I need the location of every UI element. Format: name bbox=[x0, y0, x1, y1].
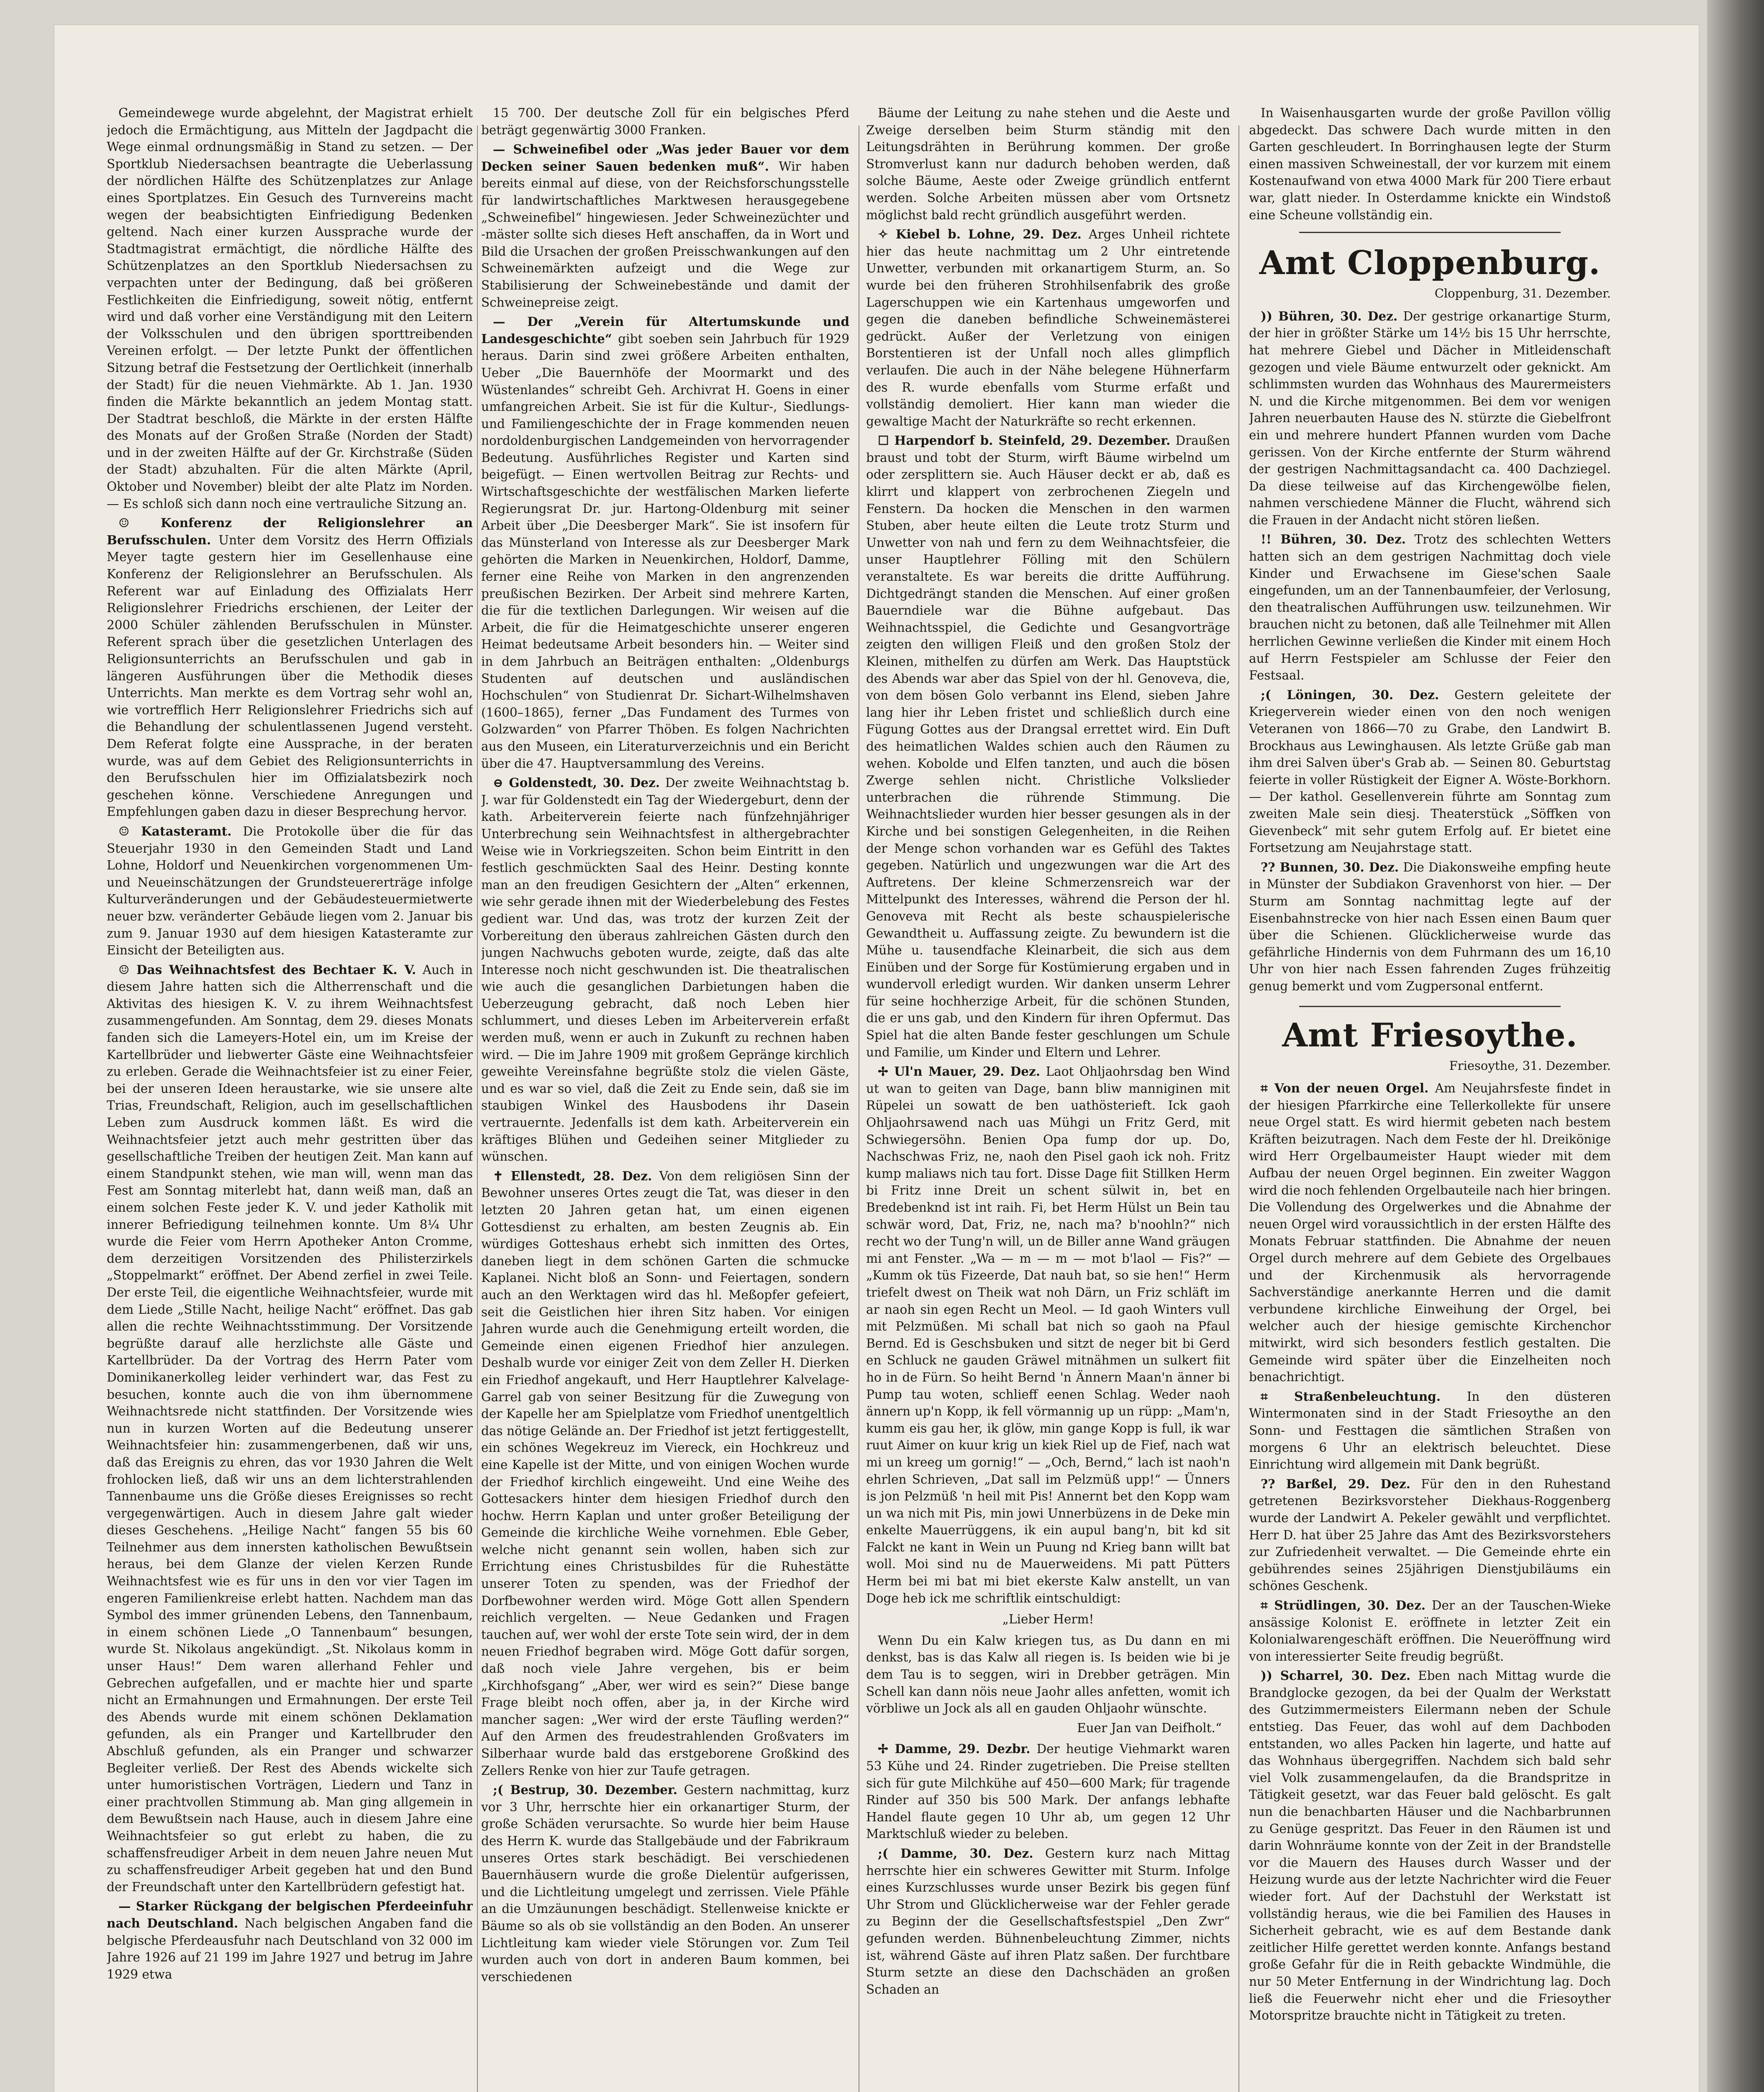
article-text: Gestern geleitete der Kriegerverein wieder einen von den noch wenigen Veteranen von 1866—70 zu Grabe, den Landwirt B. Brockhaus aus Lewinghausen. Als letzte Grüße gab man ihm drei Salven über's Grab ab. — Seinen 80. Geburtstag feierte in voller Rüstigkeit der Eigner A. Wöste-Borkhorn. — Der kathol. Gesellenverein führte am Sonntag zum zweiten Male sein diesj. Theaterstück „Söffken von Gievenbeck“ mit sehr gutem Erfolg auf. Er bietet eine Fortsetzung am Neujahrstage statt. bbox=[1249, 687, 1611, 855]
article-paragraph bbox=[866, 226, 1230, 430]
article-paragraph bbox=[866, 432, 1230, 1061]
article-text: gibt soeben sein Jahrbuch für 1929 heraus. Darin sind zwei größere Arbeiten enthalten, Ueber „Die Bauernhöfe der Moormarkt und des Wüstenlandes“ schreibt Geh. Archivrat H. Goens in einer umfangreichen Arbeit. Sie ist für die Kultur-, Siedlungs- und Familiengeschichte der in Frage kommenden neuen nordoldenburgischen Landgemeinden von hervorragender Bedeutung. Ausführliches Register und Karten sind beigefügt. — Einen wertvollen Beitrag zur Rechts- und Wirtschaftsgeschichte der westfälischen Marken lieferte Regierungsrat Dr. jur. Hartong-Oldenburg mit seiner Arbeit über „Die Deesberger Mark“. Sie ist insofern für das Münsterland von Interesse als zur Deesberger Mark gehörten die Marken in Neuenkirchen, Holdorf, Damme, ferner eine Reihe von Marken in den angrenzenden preußischen Bezirken. Der Arbeit sind mehrere Karten, die für die textlichen Darlegungen. Wir weisen auf die Arbeit, die für die Heimatgeschichte unserer engeren Heimat bedeutsame Arbeit besonders hin. — Weiter sind in dem Jahrbuch an Beiträgen enthalten: „Oldenburgs Studenten auf deutschen und ausländischen Hochschulen“ von Studienrat Dr. Sichart-Wilhelmshaven (1600–1865), ferner „Das Fundament des Turmes von Golzwarden“ von Pfarrer Thöben. Es folgen Nachrichten aus den Museen, ein Literaturverzeichnis und ein Bericht über die 47. Hauptversammlung des Vereins. bbox=[481, 331, 849, 771]
article-lead: ;( Damme, 30. Dez. bbox=[878, 1846, 1033, 1861]
article-text: Für den in den Ruhestand getretenen Bezirksvorsteher Diekhaus-Roggenberg wurde der Landwirt A. Pekeler gewählt und verpflichtet. Herr D. hat über 25 Jahre das Amt des Bezirksvorstehers zur Zufriedenheit verwaltet. — Die Gemeinde ehrte ein gebührendes seines 25jährigen Dienstjubiläums ein schönes Geschenk. bbox=[1249, 1477, 1611, 1593]
article-lead: ;( Löningen, 30. Dez. bbox=[1261, 687, 1439, 702]
article-lead: ☺ Das Weihnachtsfest des Bechtaer K. V. bbox=[118, 962, 416, 977]
article-paragraph bbox=[1249, 531, 1611, 684]
article-paragraph bbox=[1249, 308, 1611, 529]
article-paragraph bbox=[866, 1063, 1230, 1607]
article-text: Eben nach Mittag wurde die Brandglocke gezogen, da bei der Qualm der Werkstatt des Gutzimmermeisters Eilermann neben der Schule entstieg. Das Feuer, das wohl auf dem Dachboden entstanden, wo alles Packen hin lagerte, und hatte auf das Wohnhaus übergegriffen. Nachdem sich bald sehr viel Volk zusammengelaufen, da die Brandspritze in Tätigkeit gesetzt, war das Feuer bald gelöscht. Es galt nun die benachbarten Häuser und die Nachbarbrunnen zu Genüge gespritzt. Das Feuer in den Räumen ist und darin Wohnräume konnte von der Zeit in der Brandstelle vor die Mauern des Hauses durch Wasser und der Heizung wurde aus der letzte Nachrichter wird die Feuer wieder fort. Auf der Dachstuhl der Werkstatt ist vollständig heraus, wie die bei Familien des Hauses in Sicherheit gebracht, wie es auf dem Bestande dank zeitlicher Hilfe gerettet werden konnte. Anfangs bestand große Gefahr für die in Reith gebackte Windmühle, die nur 50 Meter Entfernung in der Windrichtung lag. Doch ließ die Feuerwehr nicht eher und die Friesoyther Motorspritze brauchte nicht in Tätigkeit zu treten. bbox=[1249, 1669, 1611, 2023]
article-paragraph bbox=[1249, 1667, 1611, 2024]
article-lead: ⌗ Straßenbeleuchtung. bbox=[1261, 1389, 1441, 1404]
article-lead: ☺ Konferenz der Religionslehrer an Berufsschulen. bbox=[107, 515, 473, 547]
article-paragraph: In Waisenhausgarten wurde der große Pavillon völlig abgedeckt. Das schwere Dach wurde mitten in den Garten geschleudert. In Borringhausen legte der Sturm einen massiven Schweinestall, der vor kurzem mit einem Kostenaufwand von etwa 4000 Mark für 200 Tiere erbaut war, glatt nieder. In Osterdamme knickte ein Windstoß eine Scheune vollständig ein. bbox=[1249, 106, 1611, 222]
page-edge-shadow bbox=[1707, 0, 1764, 2092]
article-lead: ?? Barßel, 29. Dez. bbox=[1261, 1476, 1410, 1491]
article-text: Der gestrige orkanartige Sturm, der hier in größter Stärke um 14½ bis 15 Uhr herrschte, hat mehrere Giebel und Dächer in Mitleidenschaft gezogen und viele Bäume entwurzelt oder geknickt. Am schlimmsten wurden das Wohnhaus des Maurermeisters N. und die Kirche mitgenommen. Bei dem vor wenigen Jahren neuerbauten Hause des N. stürzte die Giebelfront ein und mehrere hundert Pfannen wurden vom Dache gerissen. Von der Kirche entfernte der Sturm während der gestrigen Nachmittagsandacht ca. 400 Dachziegel. Da diese teilweise auf das Kirchengewölbe fielen, nahmen verschiedene Männer die Flucht, während sich die Frauen in der Andacht nicht stören ließen. bbox=[1249, 309, 1611, 527]
section-heading: Amt Friesoythe. bbox=[1282, 1016, 1578, 1054]
article-lead: ☺ Katasteramt. bbox=[118, 823, 232, 838]
article-text: Der an der Tauschen-Wieke ansässige Kolonist E. eröffnete in letzter Zeit ein Kolonialwarengeschäft eröffnen. Die Neueröffnung wird von interessierter Seite freudig begrüßt. bbox=[1249, 1598, 1611, 1664]
article-paragraph bbox=[1249, 859, 1611, 995]
article-paragraph: Bäume der Leitung zu nahe stehen und die Aeste und Zweige derselben beim Sturm ständig mit den Leitungsdrähten in Berührung kommen. Der große Stromverlust kann nur dadurch behoben werden, daß solche Bäume, Aeste oder Zweige gründlich entfernt werden. Solche Arbeiten müssen aber vom Ortsnetz möglichst bald recht gründlich ausgeführt werden. bbox=[866, 106, 1230, 222]
article-lead: ⊖ Goldenstedt, 30. Dez. bbox=[493, 775, 660, 790]
article-lead: ✢ Damme, 29. Dezbr. bbox=[878, 1741, 1031, 1756]
column-3 bbox=[866, 105, 1230, 2092]
section-divider bbox=[1299, 232, 1561, 233]
article-paragraph bbox=[866, 1845, 1230, 1998]
article-lead: )) Scharrel, 30. Dez. bbox=[1261, 1668, 1411, 1683]
article-paragraph bbox=[481, 1168, 849, 1779]
article-lead: ✧ Kiebel b. Lohne, 29. Dez. bbox=[878, 227, 1082, 242]
article-lead: ⌗ Von der neuen Orgel. bbox=[1261, 1081, 1429, 1096]
article-text: Die Protokolle über die für das Steuerjahr 1930 in den Gemeinden Stadt und Land Lohne, Holdorf und Neuenkirchen vorgenommenen Um- und Neueinschätzungen der Grundsteuererträge infolge Kulturveränderungen und der Gebäudesteuermietwerte neuer bzw. veränderter Gebäude liegen vom 2. Januar bis zum 9. Januar 1930 auf dem hiesigen Katasteramte zur Einsicht der Beteiligten aus. bbox=[107, 824, 473, 958]
article-paragraph bbox=[1249, 1597, 1611, 1665]
column-1 bbox=[107, 105, 473, 2092]
article-lead: ✝ Ellenstedt, 28. Dez. bbox=[493, 1168, 652, 1183]
section-divider bbox=[1299, 1006, 1561, 1007]
column-2 bbox=[481, 105, 849, 2092]
article-text: Die Diakonsweihe empfing heute in Münster der Subdiakon Gravenhorst von hier. — Der Sturm am Sonntag nachmittag legte auf der Eisenbahnstrecke von hier nach Essen einen Baum quer über die Schienen. Glücklicherweise wurde das gefährliche Hindernis von dem Fuhrmann des um 16,10 Uhr von hier nach Essen fahrenden Zuges frühzeitig genug bemerkt und vom Zugpersonal entfernt. bbox=[1249, 860, 1611, 993]
article-paragraph bbox=[1249, 1388, 1611, 1473]
article-lead: )) Bühren, 30. Dez. bbox=[1261, 308, 1398, 323]
article-text: Trotz des schlechten Wetters hatten sich an dem gestrigen Nachmittag doch viele Kinder und Erwachsene im Giese'schen Saale eingefunden, um an der Tannenbaumfeier, der Verlosung, den theatralischen Aufführungen usw. teilzunehmen. Wir brauchen nicht zu betonen, daß alle Teilnehmer mit Allen herrlichen Gewinne verließen die Kinder mit einem Hoch auf Herrn Festspieler am Schlusse der Feier den Festsaal. bbox=[1249, 532, 1611, 683]
article-paragraph bbox=[481, 141, 849, 311]
article-paragraph bbox=[107, 961, 473, 1896]
article-text: Gestern kurz nach Mittag herrschte hier ein schweres Gewitter mit Sturm. Infolge eines Kurzschlusses wurde unser Bezirk bis gegen fünf Uhr Strom und Glücklicherweise war der Fehler gerade zu Beginn der die Gesellschaftsfestspiel „Den Zwr“ gefunden werden. Bühnenbeleuchtung Zimmer, nichts ist, während Gäste auf ihren Platz saßen. Der furchtbare Sturm setzte an diese den Dachschäden an großen Schaden an bbox=[866, 1846, 1230, 1997]
article-text: Laot Ohljaohrsdag ben Wind ut wan to geiten van Dage, bann bliw manniginen mit Rüpelei un sowatt de ben uathösterieft. Ick gaoh Ohljaohrsawend nach uas Mühgi un Fritz Gerd, mit Schwiegersöhn. Benien Opa fump dor up. Do, Nachschwas Friz, ne, naoh den Pisel gaoh ick noh. Fritz kump maliaws nich tau fort. Disse Dage fiit Stillken Herm bi Fritz inne Dreit un schent sülwit in, bet en Bredebenknd ist int raih. Fi, bet Herm Hülst un Bein tau schwär word, Dat, Friz, ne, nach ma? b'noohln?“ nich recht wo der Tung'n will, un de Biller anne Wand gräugen mi ant Fenster. „Wa — m — m — mot b'laol — Fis?“ — „Kumm ok tüs Fizeerde, Dat nauh bat, so sie hen!“ Herm triefelt dwest on Theik wat noh Därn, un Friz schläft im ar naoh sin egen Recht un Meol. — Id gaoh Winters vull mit Pelzmüßen. Mi schall bat nich so gaoh na Pfaul Bernd. Ed is Geschsbuken und sitzt de neger bit bi Gerd en Schluck ne gauden Gräwel mitnähmen un sulkert fiit ho in de Fürn. So heiht Bernd 'n Ännern Maan'n änner bi Pump tau woten, schlieff eenen Schlag. Weder naoh ännern up'n Kopp, ik fell vörmannig up un rüpp: „Mam'n, kumm eis gau her, ik glöw, min gange Kopp is full, ik war ruut Aimer on kuur krig un kiek Riel up de Fief, nach wat mi un kreeg um gornig!“ — „Och, Bernd,“ lach ist naoh'n ehrlen Schrieven, „Dat sall im Pelzmüß upp!“ — Ünners is jon Pelzmüß 'n heil mit Pis! Annernt bet den Kopp wam un wa nich mit Pis, min jowi Unnerbüzens in de Deke min enkelte Mauerrüggens, ik ein aupul bang'n, bit kd sit Falckt ne kant in Wein un Puung nd Krieg bann willt bat woll. Moi sind nu de Mauerweidens. Mi patt Pütters Herm bei mi bat mi biet ekerste Kalw anstellt, un van Doge heb ick me schriftlik eintschuldigt: bbox=[866, 1064, 1230, 1605]
article-paragraph bbox=[107, 515, 473, 820]
article-lead: ☐ Harpendorf b. Steinfeld, 29. Dezember. bbox=[878, 433, 1171, 448]
article-paragraph bbox=[481, 1782, 849, 1985]
article-text: Wir haben bereits einmal auf diese, von der Reichsforschungsstelle für landwirtschaftliches Marktwesen herausgegebene „Schweinefibel“ hingewiesen. Jeder Schweinezüchter und -mäster sollte sich dieses Heft anschaffen, da in Wort und Bild die Ursachen der großen Preisschwankungen auf den Schweinemärkten aufzeigt und die Wege zur Stabilisierung der Schweinebestände und damit der Schweinepreise zeigt. bbox=[481, 159, 849, 310]
article-lead: !! Bühren, 30. Dez. bbox=[1261, 532, 1406, 547]
article-text: Draußen braust und tobt der Sturm, wirft Bäume wirbelnd um oder zersplittern sie. Auch Häuser deckt er ab, daß es klirrt und klappert von zerbrochenen Ziegeln und Fenstern. Da hocken die Menschen in den warmen Stuben, aber heute eilten die Leute trotz Sturm und Unwetter von nah und fern zu dem Weihnachtsfeier, die unser Hauptlehrer Fölling mit den Schülern veranstaltete. Es war bereits die dritte Aufführung. Dichtgedrängt standen die Menschen. Auf einer großen Bauerndiele war die Bühne aufgebaut. Das Weihnachtsspiel, die Gedichte und Gesangvorträge zeigten den willigen Fleiß und den großen Stolz der Kleinen, mithelfen zu dürfen am Werk. Das Hauptstück des Abends war aber das Spiel von der hl. Genoveva, die, von dem bösen Golo verbannt ins Elend, sieben Jahre lang hier ihr Leben fristet und schließlich durch eine Fügung Gottes aus der Drangsal errettet wird. Ein Duft des heimatlichen Waldes schien auch den Räumen zu wehen. Kobolde und Elfen tanzten, und auch die bösen Zwerge sehlen nicht. Christliche Volkslieder unterbrachen die rührende Stimmung. Die Weihnachtslieder wurden hier besser gesungen als in der Kirche und bei sonstigen Gelegenheiten, in die Reihen der Menge schon vorhanden war es Gefühl des Taktes gegeben. Natürlich und ungezwungen war die Art des Auftretens. Der kleine Schmerzensreich war der Mittelpunkt des Interesses, während die Person der hl. Genoveva mit Recht als beste schauspielerische Gewandtheit u. Auffassung zeigte. Zu bewundern ist die Mühe u. tausendfache Kleinarbeit, die sich aus dem Einüben und der Sorge für Kostümierung ergaben und in wundervoll erledigt wurden. Wir danken unserm Lehrer für seine hochherzige Arbeit, für die schönen Stunden, die er uns gab, und den Kindern für ihren Opfermut. Das Spiel hat die alten Bande fester geschlungen um Schule und Familie, um Kinder und Eltern und Lehrer. bbox=[866, 433, 1230, 1059]
letter-salutation: „Lieber Herm! bbox=[1002, 1612, 1094, 1627]
column-4 bbox=[1249, 105, 1611, 2092]
article-paragraph bbox=[1249, 1476, 1611, 1595]
article-paragraph bbox=[107, 1898, 473, 1983]
article-text: Am Neujahrsfeste findet in der hiesigen Pfarrkirche eine Tellerkollekte für unsere neue Orgel statt. Es wird hiermit gebeten nach bestem Kräften beizutragen. Nach dem Feste der hl. Dreikönige wird Herr Orgelbaumeister Haupt wieder mit dem Aufbau der neuen Orgel beginnen. Ein zweiter Waggon wird die noch fehlenden Orgelbauteile nach hier bringen. Die Vollendung des Orgelwerkes und die Abnahme der neuen Orgel wird voraussichtlich in der ersten Hälfte des Monats Februar stattfinden. Die Abnahme der neuen Orgel durch mehrere auf dem Gebiete des Orgelbaues und der Kirchenmusik als hervorragende Sachverständige anerkannte Herren und die damit verbundene kirchliche Einweihung der Orgel, bei welcher auch der hiesige gemischte Kirchenchor mitwirkt, wird sich besonders festlich gestalten. Die Gemeinde wird später über die Einzelheiten noch benachrichtigt. bbox=[1249, 1081, 1611, 1384]
article-paragraph: 15 700. Der deutsche Zoll für ein belgisches Pferd beträgt gegenwärtig 3000 Franken. bbox=[481, 106, 849, 137]
article-text: Gestern nachmittag, kurz vor 3 Uhr, herrschte hier ein orkanartiger Sturm, der große Schäden verursachte. So wurde hier beim Hause des Herrn K. wurde das Stallgebäude und der Fabrikraum unseres Ortes stark beschädigt. Bei verschiedenen Bauernhäusern wurde die große Dielentür aufgerissen, und die Lichtleitung umgelegt und zerrissen. Viele Pfähle an die Umzäunungen beschädigt. Stellenweise knickte er Bäume so als ob sie vollständig an den Boden. An unserer Lichtleitung kam wieder viele Störungen vor. Zum Teil wurden auch von dort in anderen Baum kommen, bei verschiedenen bbox=[481, 1783, 849, 1984]
article-lead: ?? Bunnen, 30. Dez. bbox=[1261, 859, 1399, 874]
letter-body: Wenn Du ein Kalw kriegen tus, as Du dann en mi denkst, bas is das Kalw all riegen is. Is beiden wie bi je dem Tau is to seggen, wiri in Drebber geträgen. Min Schell kan dann nöis neue Jaohr alles anfetten, womit ich vörbliwe un Jock als all en gauden Ohljaohr wünschte. bbox=[866, 1633, 1230, 1716]
section-heading: Amt Cloppenburg. bbox=[1259, 244, 1601, 282]
article-text: Nach belgischen Angaben fand die belgische Pferdeausfuhr nach Deutschland von 32 000 im Jahre 1926 auf 21 199 im Jahre 1927 und betrug im Jahre 1929 etwa bbox=[107, 1916, 473, 1982]
article-text: Auch in diesem Jahre hatten sich die Altherrenschaft und die Aktivitas des hiesigen K. V. zu ihrem Weihnachtsfest zusammengefunden. Am Sonntag, dem 29. dieses Monats fanden sich die Lameyers-Hotel ein, um im Kreise der Kartellbrüder und liebwerter Gäste eine Weihnachtsfeier zu erleben. Gerade die Weihnachtsfeier ist zu einer Feier, bei der unseren Ideen heraustarke, wie sie unsere alte Trias, Freundschaft, Religion, auch im gesellschaftlichen Leben zum Ausdruck kommen läßt. Es wird die Weihnachtsfeier jetzt auch mehr gestritten über das gesellschaftliche Treiben der heutigen Zeit. Man kann auf einem Standpunkt stehen, wie man will, wenn man das Fest am Sonntag miterlebt hat, dann weiß man, daß an einem solchen Feste jeder K. V. und jeder Katholik mit innerer Befriedigung teilnehmen konnte. Um 8¼ Uhr wurde die Feier vom Herrn Apotheker Anton Cromme, dem derzeitigen Vorsitzenden des Philisterzirkels „Stoppelmarkt“ eröffnet. Der Abend zerfiel in zwei Teile. Der erste Teil, die eigentliche Weihnachtsfeier, wurde mit dem Liede „Stille Nacht, heilige Nacht“ eröffnet. Das gab allen die rechte Weihnachtsstimmung. Der Vorsitzende begrüßte darauf alle herzlichste alle Gäste und Kartellbrüder. Da der Vortrag des Herrn Pater vom Dominikanerkolleg leider verhindert war, das Fest zu besuchen, konnte auch die von ihm übernommene Weihnachtsrede nicht stattfinden. Der Vorsitzende wies nun in kurzen Worten auf die Bedeutung unserer Weihnachtsfeier hin: zusammengerbenen, daß wir uns, daß das Ereignis zu ehren, das vor 1930 Jahren die Welt frohlocken ließ, daß wir uns an dem lichterstrahlenden Tannenbaume uns die Größe dieses Ereignisses so recht vergegenwärtigen. Auch in diesem Jahre galt wieder dieses Geschehens. „Heilige Nacht“ fangen 55 bis 60 Teilnehmer aus dem innersten katholischen Bewußtsein heraus, bei dem Glanze der vielen Kerzen Runde Weihnachtsfest wie es für uns in den vor vier Tagen im engeren Familienkreise erlebt hatten. Nachdem man das Symbol des immer grünenden Lebens, den Tannenbaum, in einem schönen Liede „O Tannenbaum“ besungen, wurde St. Nikolaus angekündigt. „St. Nikolaus komm in unser Haus!“ Dem waren allerhand Fehler und Gebrechen aufgefallen, und er machte hier und sparte nicht an Ermahnungen und Ermahnungen. Der erste Teil des Abends wurde mit einem schönen Deklamation gefunden, als ein Pranger und Kartellbruder den Abschluß gefunden, als ein Pranger und schwarzer Begleiter verließ. Der Rest des Abends wickelte sich unter humoristischen Vorträgen, Liedern und Tanz in einer prachtvollen Stimmung ab. Man ging allgemein in dem Bewußtsein nach Hause, auch in diesem Jahre eine Weihnachtsfeier so gut erlebt zu haben, die zu schaffensfreudiger Arbeit in dem neuen Jahre neuen Mut zu schaffensfreudiger Arbeit gegeben hat und den Bund der Freundschaft unter den Kartellbrüdern gefestigt hat. bbox=[107, 962, 473, 1894]
article-lead: — Der „Verein für Altertumskunde und Landesgeschichte“ bbox=[481, 314, 849, 346]
article-lead: ✢ Ul'n Mauer, 29. Dez. bbox=[878, 1064, 1041, 1079]
column-rule bbox=[1238, 126, 1239, 2092]
article-paragraph bbox=[1249, 1080, 1611, 1386]
column-rule bbox=[477, 126, 478, 2092]
article-text: Von dem religiösen Sinn der Bewohner unseres Ortes zeugt die Tat, was dieser in den letzten 20 Jahren getan hat, um einen eigenen Gottesdienst zu erhalten, am besten Zeugnis ab. Ein würdiges Gotteshaus erhebt sich inmitten des Ortes, daneben liegt in dem schönen Garten die schmucke Kaplanei. Nicht bloß an Sonn- und Feiertagen, sondern auch an den Werktagen wird das hl. Meßopfer gefeiert, seit die Geistlichen hier ihren Sitz haben. Vor einigen Jahren wurde auch die Genehmigung erteilt worden, die Gemeinde einen eigenen Friedhof hier anzulegen. Deshalb wurde vor einiger Zeit von dem Zeller H. Dierken ein Friedhof angekauft, und Herr Hauptlehrer Kalvelage-Garrel gab von seiner Besitzung für die Zuwegung von der Kapelle her am Spielplatze vom Friedhof unentgeltlich das nötige Gelände an. Der Friedhof ist jetzt fertiggestellt, ein schönes Wegekreuz im Viereck, ein Hochkreuz und eine Kapelle ist der Mitte, und von einigen Wochen wurde der Friedhof kirchlich eingeweiht. Und eine Weihe des Gottesackers hinter dem hiesigen Friedhof durch den hochw. Herrn Kaplan und unter großer Beteiligung der Gemeinde die kirchliche Weihe vornehmen. Eble Geber, welche nicht genannt sein wollen, haben sich zur Errichtung eines Christusbildes für die Ruhestätte unserer Toten zu spenden, was der Friedhof der Dorfbewohner werden wird. Möge Gott allen Spendern reichlich vergelten. — Neue Gedanken und Fragen tauchen auf, wer wohl der erste Tote sein wird, der in dem neuen Friedhof begraben wird. Möge Gott dafür sorgen, daß noch viele Jahre vergehen, bis er beim „Kirchhofsgang“ „Aber, wer wird es sein?“ Diese bange Frage bleibt noch offen, aber ja, in der Kirche wird mancher sagen: „Wer wird der erste Täufling werden?“ Auf den Armen des freudestrahlenden Großvaters im Silberhaar wurde bald das erstgeborene Großkind des Zellers Renke von hier zur Taufe getragen. bbox=[481, 1169, 849, 1778]
article-lead: — Starker Rückgang der belgischen Pferdeeinfuhr nach Deutschland. bbox=[107, 1899, 473, 1930]
article-text: Der zweite Weihnachtstag b. J. war für Goldenstedt ein Tag der Wiedergeburt, denn der kath. Arbeiterverein feierte nach fünfzehnjähriger Unterbrechung sein Weihnachtsfest in althergebrachter Weise wie in Vorkriegszeiten. Schon beim Eintritt in den festlich geschmückten Saal des Heinr. Desting konnte man an den freudigen Gesichtern der „Alten“ erkennen, wie sehr gerade ihnen mit der Wiederbelebung des Festes gedient war. Und das, was trotz der kurzen Zeit der Vorbereitung den überaus zahlreichen Gästen durch den jungen Nachwuchs geboten wurde, zeigte, daß das alte Interesse noch nicht geschwunden ist. Die theatralischen wie auch die gesanglichen Darbietungen haben die Ueberzeugung gebracht, daß noch Leben hier schlummert, und dieses Leben im Arbeiterverein erfaßt werden muß, wenn er auch in Zukunft zu rechnen haben wird. — Die im Jahre 1909 mit großem Gepränge kirchlich geweihte Vereinsfahne begrüßte stolz die vielen Gäste, und es war so viel, daß die Zeit zu Ende sein, daß sie im staubigen Winkel des Hausbodens ihr Dasein vertrauernte. Jedenfalls ist dem kath. Arbeiterverein ein kräftiges Blühen und Gedeihen seiner Mitglieder zu wünschen. bbox=[481, 776, 849, 1164]
article-text: In den düsteren Wintermonaten sind in der Stadt Friesoythe an den Sonn- und Festtagen die sämtlichen Straßen von morgens 6 Uhr an elektrisch beleuchtet. Diese Einrichtung wird allgemein mit Dank begrüßt. bbox=[1249, 1389, 1611, 1472]
article-lead: — Schweinefibel oder „Was jeder Bauer vor dem Decken seiner Sauen bedenken muß“. bbox=[481, 142, 849, 174]
article-text: Der heutige Viehmarkt waren 53 Kühe und 24. Rinder zugetrieben. Die Preise stellten sich für gute Milchkühe auf 450—600 Mark; für tragende Rinder auf 350 bis 500 Mark. Der anfangs lebhafte Handel flaute gegen 10 Uhr ab, um gegen 12 Uhr Marktschluß wieder zu beleben. bbox=[866, 1742, 1230, 1841]
article-paragraph bbox=[481, 313, 849, 772]
article-text: Arges Unheil richtete hier das heute nachmittag um 2 Uhr eintretende Unwetter, verbunden mit orkanartigem Sturm, an. So wurde bei den früheren Strohhilsenfabrik des große Lagerschuppen wie ein Kartenhaus umgeworfen und gegen die daneben befindliche Schweinemästerei gedrückt. Außer der Verletzung von einigen Borstentieren ist der Unfall noch alles glimpflich verlaufen. Die auch in der Nähe belegene Hühnerfarm des R. wurde ebenfalls vom Sturme erfaßt und vollständig demoliert. Hier kann man wieder die gewaltige Macht der Naturkräfte so recht erkennen. bbox=[866, 227, 1230, 428]
article-lead: ⌗ Strüdlingen, 30. Dez. bbox=[1261, 1597, 1426, 1613]
section-dateline: Friesoythe, 31. Dezember. bbox=[1449, 1058, 1611, 1073]
article-lead: ;( Bestrup, 30. Dezember. bbox=[493, 1782, 678, 1797]
article-paragraph bbox=[107, 823, 473, 959]
letter-signature: Euer Jan van Deifholt.“ bbox=[1077, 1720, 1222, 1735]
article-paragraph bbox=[866, 1741, 1230, 1843]
article-paragraph bbox=[481, 774, 849, 1165]
article-paragraph bbox=[1249, 687, 1611, 856]
article-paragraph: Gemeindewege wurde abgelehnt, der Magistrat erhielt jedoch die Ermächtigung, aus Mitteln der Jagdpacht die Wege einmal ordnungsmäßig in Stand zu setzen. — Der Sportklub Niedersachsen beantragte die Ueberlassung der nördlichen Hälfte des Schützenplatzes zur Anlage eines Sportplatzes. Ein Gesuch des Turnvereins macht wegen der beabsichtigten Einfriedigung Bedenken geltend. Nach einer kurzen Aussprache wurde der Stadtmagistrat ermächtigt, die nördliche Hälfte des Schützenplatzes an den Sportklub Niedersachsen zu verpachten unter der Bedingung, daß bei größeren Festlichkeiten die Einfriedigung, soweit nötig, entfernt wird und daß vorher eine Verständigung mit den Leitern der Volksschulen und den übrigen sporttreibenden Vereinen erfolgt. — Der letzte Punkt der öffentlichen Sitzung betraf die Festsetzung der Oertlichkeit (innerhalb der Stadt) für die neuen Viehmärkte. Ab 1. Jan. 1930 finden die Märkte bekanntlich an jedem Montag statt. Der Stadtrat beschloß, die Märkte in der ersten Hälfte des Monats auf der Großen Straße (Norden der Stadt) und in der zweiten Hälfte auf der Gr. Kirchstraße (Süden der Stadt) abzuhalten. Für die alten Märkte (April, Oktober und November) bleibt der alte Platz im Norden. — Es schloß sich dann noch eine vertrauliche Sitzung an. bbox=[107, 106, 473, 511]
section-dateline: Cloppenburg, 31. Dezember. bbox=[1434, 286, 1611, 301]
article-text: Unter dem Vorsitz des Herrn Offizials Meyer tagte gestern hier im Gesellenhause eine Konferenz der Religionslehrer an Berufsschulen. Als Referent war auf Einladung des Offizialats Herr Religionslehrer Friedrichs erschienen, der Leiter der 2000 Schüler zählenden Berufsschulen in Münster. Referent sprach über die gesetzlichen Unterlagen des Religionsunterrichts an Berufsschulen und gab in längeren Ausführungen über die Methodik dieses Unterrichts. Man merkte es dem Vortrag sehr wohl an, wie vortrefflich Herr Religionslehrer Friedrichs sich auf die Behandlung der schulentlassenen Jugend versteht. Dem Referat folgte eine Aussprache, in der beraten wurde, was auf dem Gebiet des Religionsunterrichts in den Berufsschulen hier im Offizialatsbezirk noch geschehen könne. Verschiedene Anregungen und Empfehlungen gaben dazu in dieser Besprechung hervor. bbox=[107, 533, 473, 819]
